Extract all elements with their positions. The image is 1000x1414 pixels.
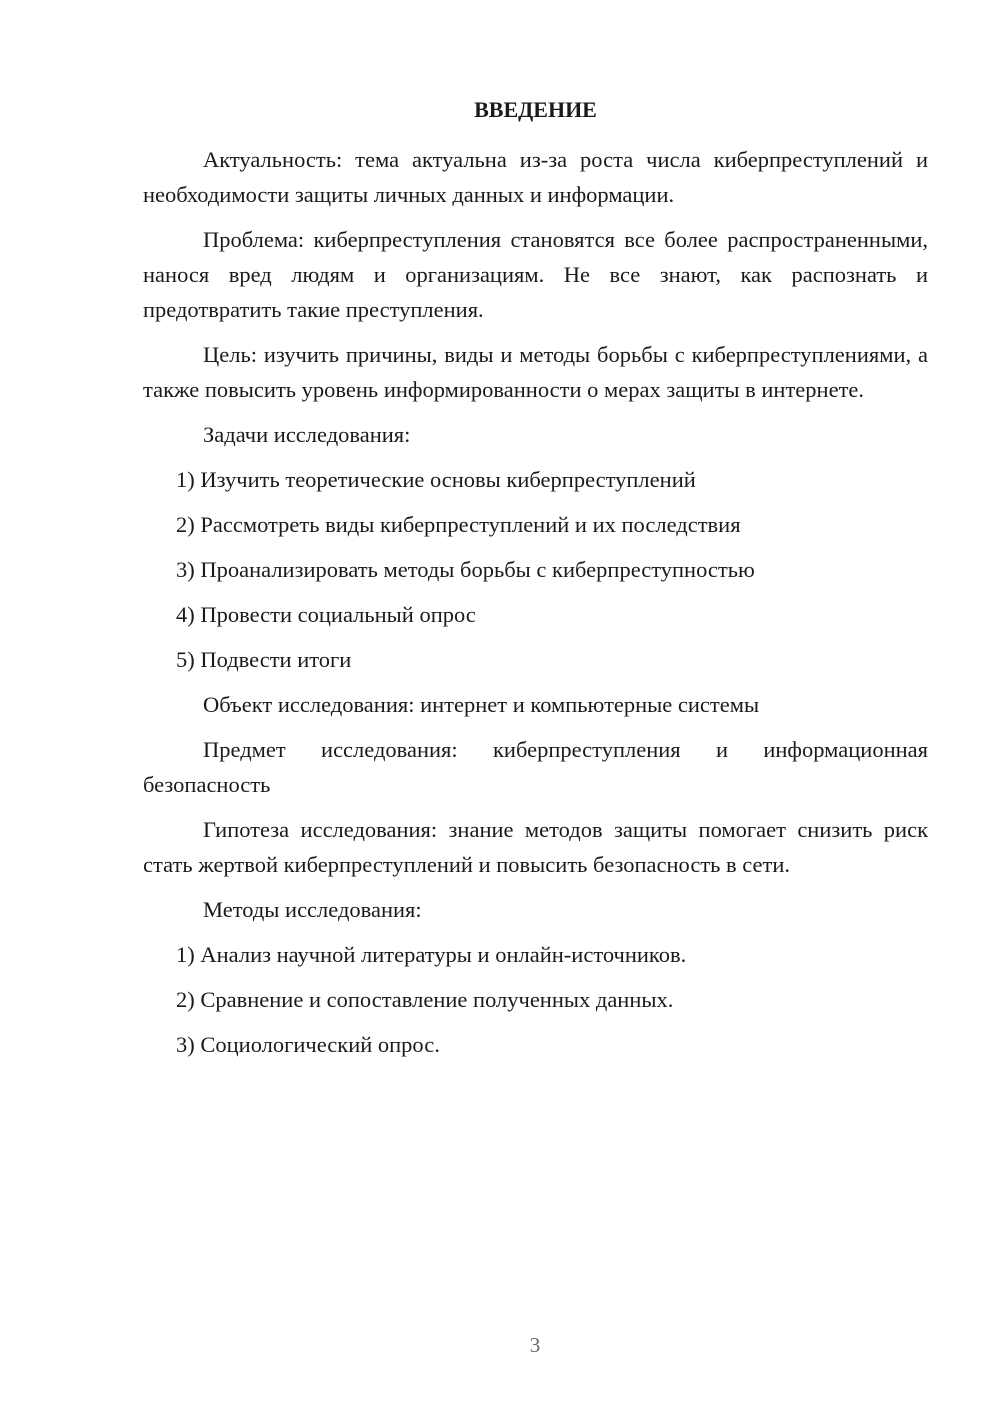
relevance-paragraph: Актуальность: тема актуальна из-за роста числа киберпреступлений и необходимости защиты личных данных и информации.: [143, 147, 928, 207]
goal-paragraph: Цель: изучить причины, виды и методы борьбы с киберпреступлениями, а также повысить уровень информированности о мерах защиты в интернете.: [143, 342, 928, 402]
task-item: 3) Проанализировать методы борьбы с киберпреступностью: [176, 557, 755, 582]
page-number: 3: [529, 1333, 541, 1357]
task-item: 2) Рассмотреть виды киберпреступлений и их последствия: [176, 512, 741, 537]
tasks-heading: Задачи исследования:: [203, 422, 411, 447]
method-item: 3) Социологический опрос.: [176, 1032, 440, 1057]
problem-paragraph: Проблема: киберпреступления становятся все более распространенными, нанося вред людям и организациям. Не все знают, как распознать и предотвратить такие преступления.: [143, 227, 928, 322]
hypothesis-paragraph: Гипотеза исследования: знание методов защиты помогает снизить риск стать жертвой киберпреступлений и повысить безопасность в сети.: [143, 817, 928, 877]
subject-paragraph: Предмет исследования: киберпреступления и информационная безопасность: [143, 737, 928, 797]
method-item: 1) Анализ научной литературы и онлайн-источников.: [176, 942, 687, 967]
task-item: 1) Изучить теоретические основы киберпреступлений: [176, 467, 696, 492]
task-item: 4) Провести социальный опрос: [176, 602, 476, 627]
object-paragraph: Объект исследования: интернет и компьютерные системы: [203, 692, 760, 717]
method-item: 2) Сравнение и сопоставление полученных данных.: [176, 987, 674, 1012]
document-title: ВВЕДЕНИЕ: [474, 97, 597, 122]
task-item: 5) Подвести итоги: [176, 647, 352, 672]
methods-heading: Методы исследования:: [203, 897, 422, 922]
document-page: [143, 92, 928, 1062]
